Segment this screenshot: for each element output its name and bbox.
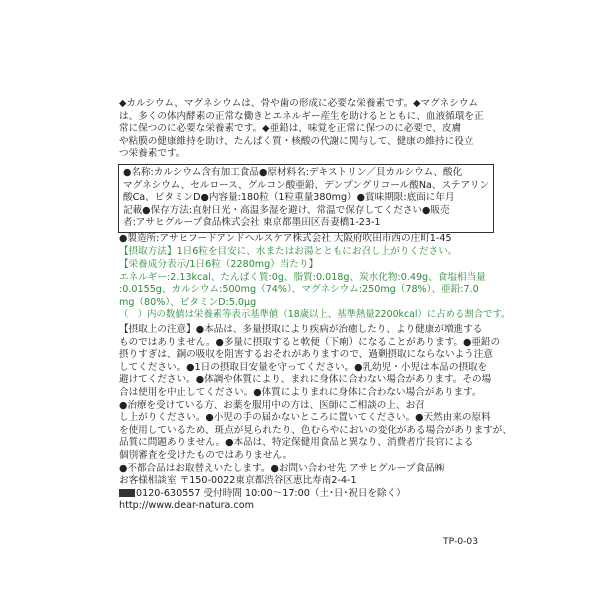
caution-line: 合は使用を中止してください。●体質によりまれに身体に合わない場合があります。 bbox=[119, 386, 482, 398]
caution-line: を使用しているため、斑点が見られたり、色むらやにおいの変化がある場合がありますが、 bbox=[119, 424, 512, 436]
caution-section bbox=[119, 324, 512, 513]
nutrition-line: 【栄養成分表示/1日6粒（2280mg）当たり】 bbox=[119, 259, 319, 270]
caution-line: 個別審査を受けたものではありません。 bbox=[119, 449, 293, 461]
product-info-box bbox=[118, 164, 494, 233]
manufacturer-text: ●製造所:アサヒフードアンドヘルスケア株式会社 大阪府吹田市西の庄町1-45 bbox=[119, 233, 452, 244]
caution-line: 摂りすぎは、銅の吸収を阻害するおそれがありますので、過剰摂取にならないよう注意 bbox=[119, 349, 493, 361]
intro-line: や粘膜の健康維持を助け、たんぱく質・核酸の代謝に関与して、健康の維持に役立 bbox=[119, 135, 474, 147]
intake-method bbox=[119, 246, 493, 259]
nutrition-line: エネルギー:2.13kcal、たんぱく質:0g、脂質:0.018g、炭水化物:0.49g、食塩相当量 bbox=[119, 271, 486, 283]
phone-icon bbox=[119, 489, 135, 497]
nutrition-note: （ ）内の数値は栄養素等表示基準値（18歳以上、基準熱量2200kcal）に占める割合です。 bbox=[119, 309, 511, 321]
website-url[interactable]: http://www.dear-natura.com bbox=[119, 500, 254, 512]
product-info-line: マグネシウム、セルロース、グルコン酸亜鉛、デンプングリコール酸Na、ステアリン bbox=[123, 179, 489, 191]
caution-line: 品質に問題ありません。●本品は、特定保健用食品と異なり、消費者庁長官による bbox=[119, 437, 474, 449]
nutrition-line: mg（80%）、ビタミンD:5.0μg bbox=[119, 296, 257, 308]
nutrition-line: :0.0155g、カルシウム:500mg（74%）、マグネシウム:250mg（78%）、亜鉛:7.0 bbox=[119, 284, 479, 296]
intro-line: は、多くの体内酵素の正常な働きとエネルギー産生を助けるとともに、血液循環を正 bbox=[119, 110, 484, 122]
manufacturer-line bbox=[119, 233, 493, 246]
caution-line: 避けてください。●体調や体質により、まれに身体に合わない場合があります。その場 bbox=[119, 374, 492, 386]
caution-line: ●不都合品はお取替えいたします。●お問い合わせ先 アサヒグループ食品㈱ bbox=[119, 462, 445, 474]
intro-paragraph bbox=[119, 98, 493, 161]
phone-line bbox=[119, 488, 493, 501]
caution-line: し上がりください。●小児の手の届かないところに置いてください。●天然由来の原料 bbox=[119, 412, 491, 424]
product-info-line: 酸Ca、ビタミンD●内容量:180粒（1粒重量380mg）●賞味期限:底面に年月 bbox=[123, 192, 455, 204]
intro-line: ◆カルシウム、マグネシウムは、骨や歯の形成に必要な栄養素です。◆マグネシウム bbox=[119, 98, 478, 109]
intake-heading: 【摂取方法】 bbox=[119, 246, 177, 257]
product-code: TP-0-03 bbox=[443, 536, 479, 547]
caution-line: ●治療を受けている方、お薬を服用中の方は、医師にご相談の上、お召 bbox=[119, 399, 425, 411]
caution-line: ものではありません。●多量に摂取すると軟便（下痢）になることがあります。●亜鉛の bbox=[119, 336, 501, 348]
product-info-line: 者:アサヒグループ食品株式会社 東京都墨田区吾妻橋1-23-1 bbox=[123, 217, 381, 229]
phone-text: 0120-630557 受付時間 10:00～17:00（土･日･祝日を除く） bbox=[136, 487, 406, 499]
nutrition-facts bbox=[119, 259, 511, 322]
caution-line: してください。●1日の摂取目安量を守ってください。●乳幼児・小児は本品の摂取を bbox=[119, 361, 488, 373]
intro-line: つ栄養素です。 bbox=[119, 148, 186, 160]
caution-line: お客様相談室 〒150-0022東京都渋谷区恵比寿南2-4-1 bbox=[119, 475, 357, 487]
intro-line: 常に保つのに必要な栄養素です。◆亜鉛は、味覚を正常に保つのに必要で、皮膚 bbox=[119, 123, 462, 135]
intake-text: 1日6粒を目安に、水またはお湯とともにお召し上がりください。 bbox=[176, 246, 458, 257]
product-info-line: 記載●保存方法:直射日光・高温多湿を避け、常温で保存してください●販売 bbox=[123, 204, 450, 216]
caution-line: 【摂取上の注意】●本品は、多量摂取により疾病が治癒したり、より健康が増進する bbox=[119, 324, 483, 335]
product-info-line: ●名称:カルシウム含有加工食品●原材料名:デキストリン／貝カルシウム、酸化 bbox=[123, 167, 463, 178]
